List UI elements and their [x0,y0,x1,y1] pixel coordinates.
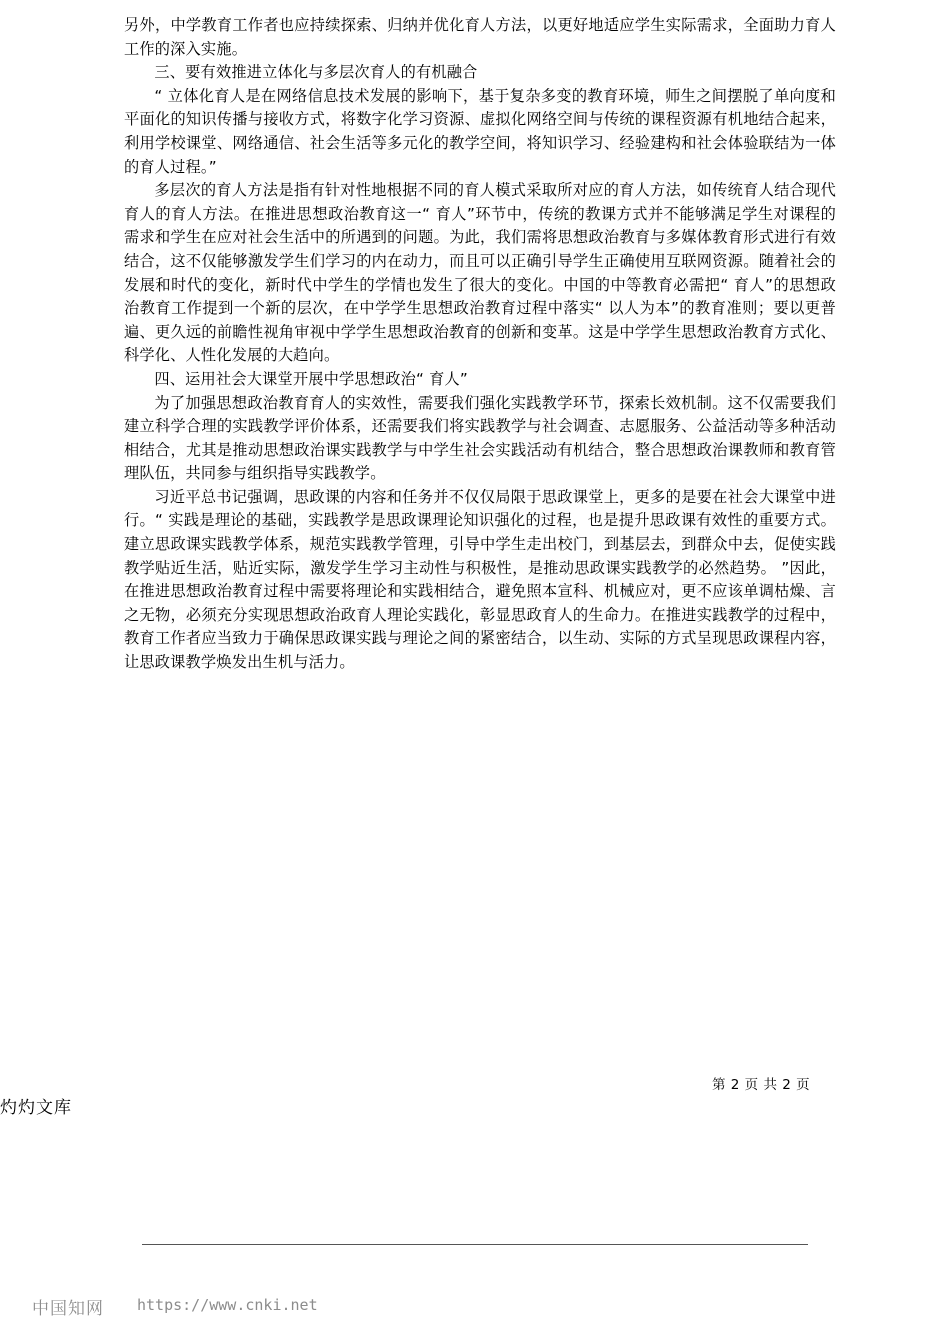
paragraph: 为了加强思想政治教育育人的实效性，需要我们强化实践教学环节，探索长效机制。这不仅需要我们建立科学合理的实践教学评价体系，还需要我们将实践教学与社会调查、志愿服务、公益活动等多种活动相结合，尤其是推动思想政治课实践教学与中学生社会实践活动有机结合，整合思想政治课教师和教育管理队伍，共同参与组织指导实践教学。 [124,393,836,483]
page-number: 第 2 页 共 2 页 [712,1077,811,1093]
section-heading: 三、要有效推进立体化与多层次育人的有机融合 [154,63,478,82]
watermark-site-name: 中国知网 [32,1299,104,1319]
section-heading: 四、运用社会大课堂开展中学思想政治“ 育人” [154,369,468,388]
paragraph: “ 立体化育人是在网络信息技术发展的影响下，基于复杂多变的教育环境，师生之间摆脱了单向度和平面化的知识传播与接收方式，将数字化学习资源、虚拟化网络空间与传统的课程资源有机地结合起来，利用学校课堂、网络通信、社会生活等多元化的教学空间，将知识学习、经验建构和社会体验联结为一体的育人过程。” [124,86,836,176]
paragraph: 多层次的育人方法是指有针对性地根据不同的育人模式采取所对应的育人方法，如传统育人结合现代育人的育人方法。在推进思想政治教育这一“ 育人”环节中，传统的教课方式并不能够满足学生对课程的需求和学生在应对社会生活中的所遇到的问题。为此，我们需将思想政治教育与多媒体教育形式进行有效结合，这不仅能够激发学生们学习的内在动力，而且可以正确引导学生正确使用互联网资源。随着社会的发展和时代的变化，新时代中学生的学情也发生了很大的变化。中国的中等教育必需把“ 育人”的思想政治教育工作提到一个新的层次，在中学学生思想政治教育过程中落实“ 以人为本”的教育准则；要以更普遍、更久远的前瞻性视角审视中学学生思想政治教育的创新和变革。这是中学学生思想政治教育方式化、科学化、人性化发展的大趋向。 [124,181,836,365]
library-name: 灼灼文库 [0,1098,72,1118]
paragraph: 习近平总书记强调，思政课的内容和任务并不仅仅局限于思政课堂上，更多的是要在社会大课堂中进行。“ 实践是理论的基础，实践教学是思政课理论知识强化的过程，也是提升思政课有效性的重要方式。建立思政课实践教学体系，规范实践教学管理，引导中学生走出校门，到基层去，到群众中去，促使实践教学贴近生活，贴近实际，激发学生学习主动性与积极性，是推动思政课实践教学的必然趋势。 ”因此，在推进思想政治教育过程中需要将理论和实践相结合，避免照本宣科、机械应对，更不应该单调枯燥、言之无物，必须充分实现思想政治政育人理论实践化，彰显思政育人的生命力。在推进实践教学的过程中，教育工作者应当致力于确保思政课实践与理论之间的紧密结合，以生动、实际的方式呈现思政课程内容，让思政课教学焕发出生机与活力。 [124,487,836,672]
footer-divider [142,1244,808,1245]
document-body [124,14,836,675]
watermark-url: https://www.cnki.net [137,1296,318,1314]
paragraph: 另外，中学教育工作者也应持续探索、归纳并优化育人方法，以更好地适应学生实际需求，全面助力育人工作的深入实施。 [124,16,836,58]
